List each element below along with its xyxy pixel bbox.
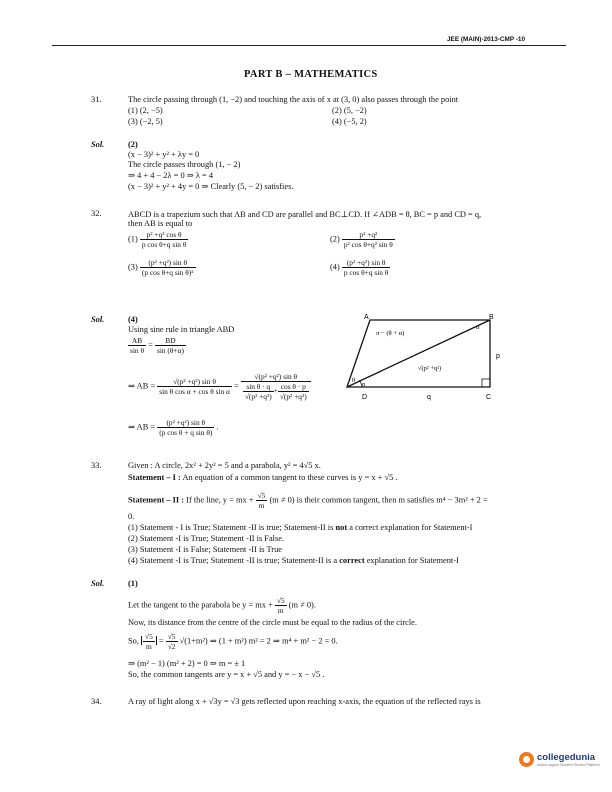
s33-line-4: ⇒ (m² − 1) (m² + 2) = 0 ⇒ m = ± 1 bbox=[128, 659, 246, 668]
q32-option-4-frac bbox=[342, 258, 391, 277]
s32-frac-bd bbox=[155, 336, 186, 355]
label-angle-top: π − (θ + α) bbox=[376, 330, 405, 337]
label-d: D bbox=[362, 394, 368, 401]
s32-f3-den: sin θ cos α + cos θ sin α bbox=[159, 387, 230, 396]
s32-equals: = bbox=[148, 340, 153, 350]
q33-option-2: (2) Statement -I is True; Statement -II is False. bbox=[128, 534, 285, 543]
q33-o4-bold: correct bbox=[339, 556, 365, 565]
q33-option-1 bbox=[128, 523, 472, 532]
trapezium-diagram bbox=[340, 312, 520, 432]
s32-frac-4 bbox=[241, 372, 311, 401]
q33-number: 33. bbox=[91, 461, 102, 470]
part-title: PART B – MATHEMATICS bbox=[244, 69, 378, 80]
q32-o1-den: p cos θ+q sin θ bbox=[141, 240, 187, 249]
q33-o1-text: (1) Statement - I is True; Statement -II is true; Statement-II is bbox=[128, 523, 334, 532]
q32-o2-num: p² +q² bbox=[342, 230, 395, 240]
label-alpha-d: α bbox=[362, 382, 366, 388]
s33-answer: (1) bbox=[128, 579, 138, 588]
q32-number: 32. bbox=[91, 209, 102, 218]
q32-option-3-frac bbox=[140, 258, 196, 277]
q32-text-1: ABCD is a trapezium such that AB and CD are parallel and BC⊥CD. If ∠ADB = θ, BC = p and CD = q, bbox=[128, 210, 482, 219]
s32-f3-num: √(p² +q²) sin θ bbox=[157, 377, 232, 387]
label-q: q bbox=[427, 394, 431, 401]
q33-given: Given : A circle, 2x² + 2y² = 5 and a parabola, y² = 4√5 x. bbox=[128, 461, 321, 470]
s33-l3-den2: √2 bbox=[167, 642, 176, 651]
q32-option-4 bbox=[330, 258, 390, 277]
s31-line-2: The circle passes through (1, − 2) bbox=[128, 160, 241, 169]
page-header-code: JEE (MAIN)-2013-CMP -10 bbox=[447, 36, 526, 43]
label-p: p bbox=[496, 353, 500, 360]
s32-f1-den: sin θ bbox=[130, 346, 145, 355]
s33-label: Sol. bbox=[91, 579, 105, 588]
right-angle-mark bbox=[482, 379, 490, 387]
s32-line-1: Using sine rule in triangle ABD bbox=[128, 325, 235, 334]
logo-name: collegedunia bbox=[537, 751, 596, 763]
s32-ab-label: ⇒ AB = bbox=[128, 381, 156, 391]
s32-f1-num: AB bbox=[128, 336, 146, 346]
q32-o1-num: p² +q² cos θ bbox=[140, 230, 189, 240]
s33-line-5: So, the common tangents are y = x + √5 and y = − x − √5 . bbox=[128, 670, 325, 679]
s32-equals-2: = bbox=[234, 381, 239, 391]
s32-f4-den-a: sin θ · q bbox=[243, 382, 274, 392]
s32-plus: + bbox=[273, 386, 278, 396]
q32-text-2: then AB is equal to bbox=[128, 219, 193, 228]
q31-option-3: (3) (−2, 5) bbox=[128, 117, 163, 126]
s32-f4-den bbox=[241, 382, 311, 401]
s32-f4-den-c2: √(p² +q²) bbox=[279, 392, 307, 401]
q32-option-1 bbox=[128, 230, 188, 249]
s32-end: . bbox=[216, 422, 219, 432]
s31-line-4: (x − 3)² + y² + 4y = 0 ⇒ Clearly (5, − 2) satisfies. bbox=[128, 182, 294, 191]
header-rule bbox=[52, 45, 566, 46]
q31-option-1: (1) (2, −5) bbox=[128, 106, 163, 115]
s32-frac-ab bbox=[128, 336, 146, 355]
s32-sine-rule bbox=[128, 336, 186, 355]
s32-frac-5 bbox=[157, 418, 214, 437]
s32-f4-den-b: cos θ · p bbox=[278, 382, 309, 392]
q32-o3-num: (p² +q²) sin θ bbox=[140, 258, 196, 268]
q33-st2-num: √5 bbox=[257, 491, 266, 500]
s33-l3-num: √5 bbox=[145, 632, 153, 641]
s32-answer: (4) bbox=[128, 315, 138, 324]
q31-text: The circle passing through (1, −2) and touching the axis of x at (3, 0) also passes through the point bbox=[128, 95, 459, 104]
q33-st2-den: m bbox=[258, 501, 265, 510]
s33-l3-num2: √5 bbox=[167, 632, 176, 641]
s32-frac-3 bbox=[157, 377, 232, 396]
s33-line-3 bbox=[128, 632, 338, 651]
s33-l1-den: m bbox=[277, 606, 284, 615]
q31-number: 31. bbox=[91, 95, 102, 104]
q33-o4-end: explanation for Statement-I bbox=[366, 556, 459, 565]
s33-l3-frac bbox=[143, 632, 155, 651]
q32-o4-den: p cos θ+q sin θ bbox=[343, 268, 389, 277]
q31-option-2: (2) (5, −2) bbox=[332, 106, 367, 115]
q32-option-1-label: (1) bbox=[128, 234, 138, 244]
q32-option-3-label: (3) bbox=[128, 262, 138, 272]
q31-option-4: (4) (−5, 2) bbox=[332, 117, 367, 126]
s32-f4-den-c: √(p² +q²) bbox=[244, 392, 272, 401]
s31-line-3: ⇒ 4 + 4 − 2λ = 0 ⇒ λ = 4 bbox=[128, 171, 214, 180]
q33-option-3: (3) Statement -I is False; Statement -II is True bbox=[128, 545, 282, 554]
label-b: B bbox=[489, 314, 494, 321]
q33-o1-end: a correct explanation for Statement-I bbox=[349, 523, 473, 532]
label-alpha-b: α bbox=[476, 324, 480, 331]
q32-option-4-label: (4) bbox=[330, 262, 340, 272]
s33-l3-frac2 bbox=[166, 632, 178, 651]
q33-option-4 bbox=[128, 556, 459, 565]
q32-o2-den: p² cos θ+q² sin θ bbox=[343, 240, 393, 249]
s33-abs-bars bbox=[141, 632, 157, 651]
q33-st1-label: Statement – I : bbox=[128, 473, 181, 482]
s33-l1-end: (m ≠ 0). bbox=[288, 600, 316, 610]
q33-st2-label: Statement – II : bbox=[128, 495, 185, 505]
q33-o1-bold: not bbox=[335, 523, 348, 532]
s32-f2-num: BD bbox=[155, 336, 186, 346]
q33-zero: 0. bbox=[128, 512, 135, 521]
s31-label: Sol. bbox=[91, 140, 105, 149]
label-a: A bbox=[364, 314, 369, 321]
s32-f5-num: (p² +q²) sin θ bbox=[157, 418, 214, 428]
q32-o4-num: (p² +q²) sin θ bbox=[342, 258, 391, 268]
s33-l3-eq: = bbox=[158, 636, 164, 646]
diagonal-bd bbox=[347, 320, 490, 387]
q34-text: A ray of light along x + √3y = √3 gets reflected upon reaching x-axis, the equation of the reflected rays is bbox=[128, 697, 481, 706]
s33-l1-frac bbox=[275, 596, 287, 615]
s32-ab-final bbox=[128, 418, 219, 437]
s32-f4-num: √(p² +q²) sin θ bbox=[241, 372, 311, 382]
q33-st2-a: If the line, y = mx + bbox=[186, 495, 254, 505]
q32-option-1-frac bbox=[140, 230, 189, 249]
label-diagonal: √(p² +q²) bbox=[418, 365, 442, 372]
s33-l3-den: m bbox=[146, 642, 152, 651]
s33-line-2: Now, its distance from the centre of the circle must be equal to the radius of the circle. bbox=[128, 618, 417, 627]
logo-icon bbox=[519, 752, 534, 767]
q32-option-2-frac bbox=[342, 230, 395, 249]
label-theta: θ bbox=[352, 377, 356, 384]
q34-number: 34. bbox=[91, 697, 102, 706]
s32-f5-den: (p cos θ + q sin θ) bbox=[159, 428, 213, 437]
s32-ab-expression bbox=[128, 372, 311, 401]
label-c: C bbox=[486, 394, 492, 401]
s33-l1-num: √5 bbox=[276, 596, 285, 605]
q32-option-2-label: (2) bbox=[330, 234, 340, 244]
q32-o3-den: (p cos θ+q sin θ)² bbox=[141, 268, 194, 277]
q32-option-3 bbox=[128, 258, 196, 277]
q33-st1-text: An equation of a common tangent to these curves is y = x + √5 . bbox=[182, 473, 398, 482]
q33-st2-b: (m ≠ 0) is their common tangent, then m satisfies m⁴ − 3m² + 2 = bbox=[269, 495, 488, 505]
q33-o4-text: (4) Statement -I is True; Statement -II is true; Statement-II is a bbox=[128, 556, 338, 565]
logo-tagline: India's largest Student Review Platform bbox=[537, 762, 600, 767]
s32-ab2-label: ⇒ AB = bbox=[128, 422, 156, 432]
s32-label: Sol. bbox=[91, 315, 105, 324]
s33-line-1 bbox=[128, 596, 316, 615]
q33-statement-2 bbox=[128, 491, 488, 510]
s33-l3-so: So, bbox=[128, 636, 139, 646]
q32-option-2 bbox=[330, 230, 395, 249]
s33-l3-rest: √(1+m²) ⇒ (1 + m²) m² = 2 ⇒ m⁴ + m² − 2 = 0. bbox=[179, 636, 338, 646]
q33-statement-1 bbox=[128, 473, 397, 482]
s33-l1-text: Let the tangent to the parabola be y = mx + bbox=[128, 600, 273, 610]
q33-st2-frac bbox=[256, 491, 268, 510]
s32-f2-den: sin (θ+α) bbox=[156, 346, 184, 355]
s31-answer: (2) bbox=[128, 140, 138, 149]
s31-line-1: (x − 3)² + y² + λy = 0 bbox=[128, 150, 200, 159]
collegedunia-logo bbox=[519, 752, 600, 767]
